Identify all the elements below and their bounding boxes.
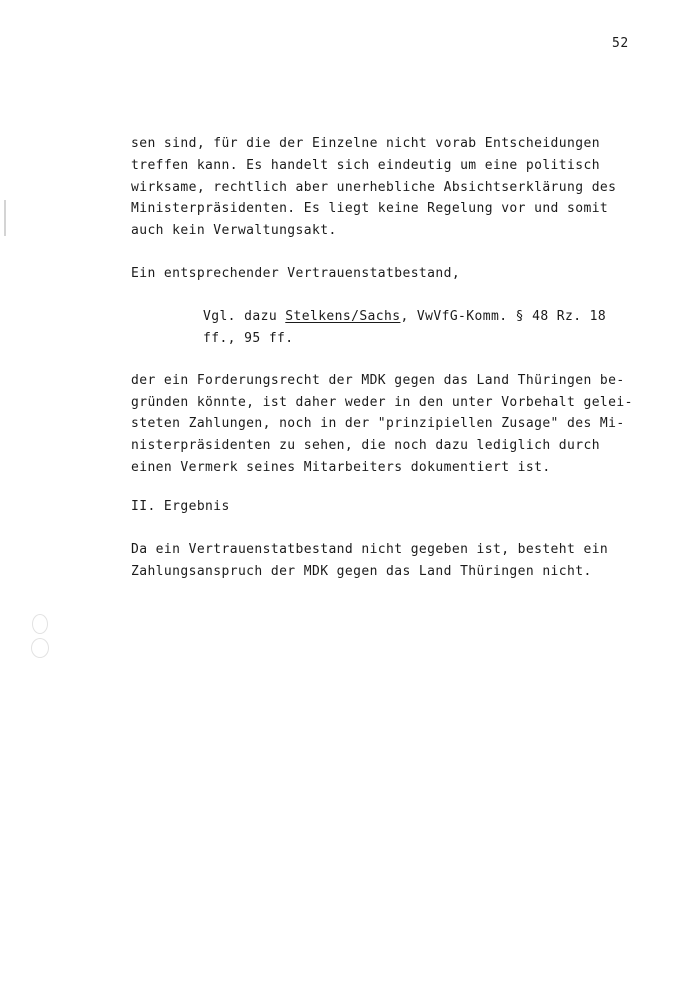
citation-prefix: Vgl. dazu: [203, 309, 286, 324]
paragraph-1-line: sen sind, für die der Einzelne nicht vorab Entscheidungen: [131, 136, 600, 151]
paragraph-1-line: auch kein Verwaltungsakt.: [131, 223, 337, 238]
scan-artifact-mark: [4, 200, 6, 236]
citation-authors: Stelkens/Sachs: [285, 309, 401, 324]
citation-line-1: [203, 309, 606, 325]
paragraph-1-line: Ministerpräsidenten. Es liegt keine Regelung vor und somit: [131, 201, 609, 216]
citation-suffix: , VwVfG-Komm. § 48 Rz. 18: [400, 309, 607, 324]
section-heading: II. Ergebnis: [131, 499, 230, 514]
paragraph-3-line: der ein Forderungsrecht der MDK gegen das Land Thüringen be-: [131, 373, 625, 388]
paragraph-3-line: steten Zahlungen, noch in der "prinzipiellen Zusage" des Mi-: [131, 416, 625, 431]
paragraph-3-line: gründen könnte, ist daher weder in den unter Vorbehalt gelei-: [131, 395, 633, 410]
paragraph-4-line: Da ein Vertrauenstatbestand nicht gegeben ist, besteht ein: [131, 542, 609, 557]
paragraph-1-line: treffen kann. Es handelt sich eindeutig um eine politisch: [131, 158, 600, 173]
page-number: 52: [612, 36, 629, 51]
paragraph-3-line: einen Vermerk seines Mitarbeiters dokumentiert ist.: [131, 460, 551, 475]
paragraph-3-line: nisterpräsidenten zu sehen, die noch dazu lediglich durch: [131, 438, 600, 453]
scan-artifact-ring: [32, 614, 48, 634]
paragraph-2-line: Ein entsprechender Vertrauenstatbestand,: [131, 266, 461, 281]
paragraph-1-line: wirksame, rechtlich aber unerhebliche Absichtserklärung des: [131, 180, 617, 195]
scan-artifact-ring: [31, 638, 49, 658]
citation-line-2: ff., 95 ff.: [203, 331, 294, 346]
paragraph-4-line: Zahlungsanspruch der MDK gegen das Land Thüringen nicht.: [131, 564, 592, 579]
